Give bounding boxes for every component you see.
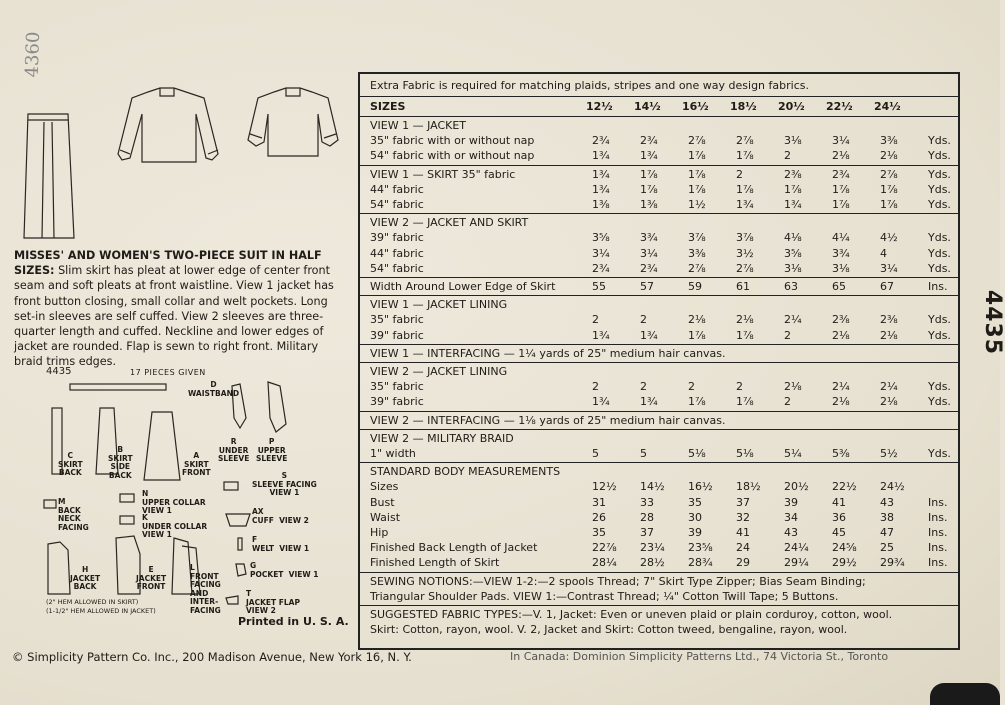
view2-jacket-skirt-title: VIEW 2 — JACKET AND SKIRT: [370, 216, 529, 230]
jacket-view1-back-illustration: [108, 84, 230, 170]
piece-b-label: B SKIRT SIDE BACK: [108, 445, 133, 480]
view2-lining-row: 35" fabric 2 2 2 2 2⅛ 2¼ 2¼ Yds.: [370, 380, 951, 394]
piece-c-label: C SKIRT BACK: [58, 451, 83, 477]
pattern-description: MISSES' AND WOMEN'S TWO-PIECE SUIT IN HALF SIZES: Slim skirt has pleat at lower edge of center front seam and soft pleats at front waistline. View 1 jacket has front button closing, small collar and welt pockets. Long set-in sleeves are self cuffed. View 2 sleeves are three-quarter length and cuffed. Neckline and lower edges of jacket are rounded. Flap is sewn to right front. Military braid trims edges.: [14, 249, 334, 369]
view2-lining-row: 39" fabric 1¾ 1¾ 1⅞ 1⅞ 2 2⅛ 2⅛ Yds.: [370, 395, 951, 409]
notions-line1: SEWING NOTIONS:—VIEW 1-2:—2 spools Thread; 7" Skirt Type Zipper; Bias Seam Binding;: [370, 574, 866, 588]
piece-f-label: F WELT VIEW 1: [252, 535, 310, 553]
view2-interfacing: VIEW 2 — INTERFACING — 1⅛ yards of 25" medium hair canvas.: [370, 413, 726, 427]
notions-line2: Triangular Shoulder Pads. VIEW 1:—Contrast Thread; ¼" Cotton Twill Tape; 5 Buttons.: [370, 589, 839, 603]
body-measurements-row: Hip 35 37 39 41 43 45 47 Ins.: [370, 526, 948, 539]
body-measurements-row: Finished Back Length of Jacket 22⅞ 23¼ 23⅝ 24 24¼ 24⅝ 25 Ins.: [370, 541, 948, 555]
view2-jacket-skirt-row: 54" fabric 2¾ 2¾ 2⅞ 2⅞ 3⅛ 3⅛ 3¼ Yds.: [370, 261, 951, 275]
skirt-back-view-illustration: [14, 110, 84, 245]
view1-jacket-title: VIEW 1 — JACKET: [370, 119, 467, 132]
view1-jacket-row: 35" fabric with or without nap 2¾ 2¾ 2⅞ 2⅞ 3⅛ 3¼ 3⅜ Yds.: [370, 134, 951, 148]
piece-l-label: L FRONT FACING AND INTER- FACING: [190, 563, 221, 615]
piece-r-label: R UNDER SLEEVE: [218, 437, 250, 463]
piece-d-label: D WAISTBAND: [188, 380, 240, 398]
view1-lining-title: VIEW 1 — JACKET LINING: [370, 298, 508, 312]
body-measurements-row: Finished Length of Skirt 28¼ 28½ 28¾ 29 29¼ 29½ 29¾ Ins.: [370, 556, 948, 570]
publisher-footer: © Simplicity Pattern Co. Inc., 200 Madison Avenue, New York 16, N. Y.: [12, 650, 412, 664]
side-pattern-number: 4435: [980, 289, 1005, 356]
view2-braid-title: VIEW 2 — MILITARY BRAID: [370, 431, 514, 445]
body-measurements-title: STANDARD BODY MEASUREMENTS: [370, 465, 561, 479]
view1-skirt-row: 44" fabric 1¾ 1⅞ 1⅞ 1⅞ 1⅞ 1⅞ 1⅞ Yds.: [370, 182, 951, 196]
piece-e-label: E JACKET FRONT: [136, 565, 167, 591]
pieces-count: 17 PIECES GIVEN: [130, 368, 206, 377]
skirt-hem-note: (2" HEM ALLOWED IN SKIRT): [46, 598, 139, 606]
piece-m-label: M BACK NECK FACING: [58, 497, 89, 532]
printed-in-usa: Printed in U. S. A.: [238, 615, 349, 628]
piece-g-label: G POCKET VIEW 1: [250, 561, 319, 579]
view2-lining-title: VIEW 2 — JACKET LINING: [370, 365, 508, 378]
body-measurements-row: Bust 31 33 35 37 39 41 43 Ins.: [370, 495, 948, 509]
jacket-hem-note: (1-1/2" HEM ALLOWED IN JACKET): [46, 607, 156, 615]
view1-lining-row: 39" fabric 1¾ 1¾ 1⅞ 1⅞ 2 2⅛ 2⅛ Yds.: [370, 328, 951, 342]
view1-skirt-row: 54" fabric 1⅜ 1⅜ 1½ 1¾ 1¾ 1⅞ 1⅞ Yds.: [370, 198, 951, 211]
body-measurements-row: Sizes 12½ 14½ 16½ 18½ 20½ 22½ 24½: [370, 480, 905, 494]
fabrics-line2: Skirt: Cotton, rayon, wool. V. 2, Jacket and Skirt: Cotton tweed, bengaline, rayon, wool.: [370, 623, 848, 637]
piece-a-label: A SKIRT FRONT: [182, 451, 211, 477]
canada-footer: In Canada: Dominion Simplicity Patterns Ltd., 74 Victoria St., Toronto: [510, 650, 889, 663]
jacket-view2-back-illustration: [238, 84, 348, 164]
piece-s-label: S SLEEVE FACING VIEW 1: [252, 471, 317, 497]
piece-k-label: K UNDER COLLAR VIEW 1: [142, 513, 208, 539]
sizes-header-row: SIZES 12½ 14½ 16½ 18½ 20½ 22½ 24½: [370, 100, 901, 113]
piece-n-label: N UPPER COLLAR VIEW 1: [142, 489, 206, 515]
handwritten-number: 4360: [21, 31, 45, 78]
piece-h-label: H JACKET BACK: [70, 565, 101, 591]
view2-jacket-skirt-row: 39" fabric 3⅝ 3¾ 3⅞ 3⅞ 4⅛ 4¼ 4½ Yds.: [370, 231, 951, 245]
skirt-width-row: Width Around Lower Edge of Skirt 55 57 59 61 63 65 67 Ins.: [370, 280, 948, 293]
view1-lining-row: 35" fabric 2 2 2⅛ 2⅛ 2¼ 2⅜ 2⅜ Yds.: [370, 313, 951, 327]
view1-jacket-row: 54" fabric with or without nap 1¾ 1¾ 1⅞ 1⅞ 2 2⅛ 2⅛ Yds.: [370, 149, 951, 163]
piece-t-label: T JACKET FLAP VIEW 2: [246, 589, 300, 615]
yardage-chart: [358, 72, 960, 650]
view2-braid-row: 1" width 5 5 5⅛ 5⅛ 5¼ 5⅜ 5½ Yds.: [370, 447, 951, 460]
view1-skirt-title: VIEW 1 — SKIRT 35" fabric 1¾ 1⅞ 1⅞ 2 2⅜ 2¾ 2⅞ Yds.: [370, 167, 951, 181]
piece-ax-label: AX CUFF VIEW 2: [252, 507, 309, 525]
corner-mark: [930, 683, 1000, 705]
view1-interfacing: VIEW 1 — INTERFACING — 1¼ yards of 25" medium hair canvas.: [370, 346, 726, 360]
piece-p-label: P UPPER SLEEVE: [256, 437, 288, 463]
fabrics-line1: SUGGESTED FABRIC TYPES:—V. 1, Jacket: Even or uneven plaid or plain corduroy, cotton, wool.: [370, 608, 893, 621]
catalog-number: 4435: [46, 366, 72, 377]
chart-notice: Extra Fabric is required for matching plaids, stripes and one way design fabrics.: [370, 79, 809, 92]
view2-jacket-skirt-row: 44" fabric 3¼ 3¼ 3⅜ 3½ 3⅝ 3¾ 4 Yds.: [370, 246, 951, 260]
body-measurements-row: Waist 26 28 30 32 34 36 38 Ins.: [370, 510, 948, 524]
